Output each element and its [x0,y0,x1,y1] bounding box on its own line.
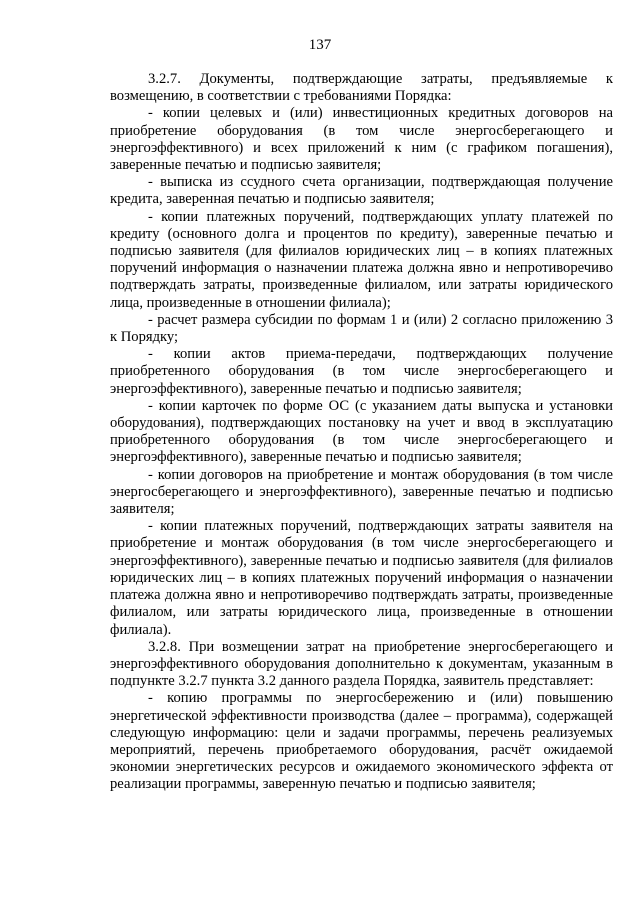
list-item: - копии платежных поручений, подтверждающих уплату платежей по кредиту (основного долга и процентов по кредиту), заверенные печатью и подписью заявителя (для филиалов юридических лиц – в копиях платежных поручений информация о назначении платежа должна явно и непротиворечиво подтверждать затраты, произведенные филиалом, или затраты юридического лица, произведенные в отношении филиала); [110,208,613,311]
list-item: - копии договоров на приобретение и монтаж оборудования (в том числе энергосберегающего и энергоэффективного), заверенные печатью и подписью заявителя; [110,466,613,518]
paragraph-3-2-8: 3.2.8. При возмещении затрат на приобретение энергосберегающего и энергоэффективного оборудования дополнительно к документам, указанным в подпункте 3.2.7 пункта 3.2 данного раздела Порядка, заявитель представляет: [110,638,613,690]
list-item: - копии платежных поручений, подтверждающих затраты заявителя на приобретение и монтаж оборудования (в том числе энергосберегающего и энергоэффективного), заверенные печатью и подписью заявителя (для филиалов юридических лиц – в копиях платежных поручений информация о назначении платежа должна явно и непротиворечиво подтверждать затраты, произведенные филиалом, или затраты юридического лица, произведенные в отношении филиала). [110,518,613,638]
list-item: - выписка из ссудного счета организации, подтверждающая получение кредита, заверенная печатью и подписью заявителя; [110,174,613,208]
list-item: - расчет размера субсидии по формам 1 и (или) 2 согласно приложению 3 к Порядку; [110,311,613,346]
list-item: - копии актов приема-передачи, подтверждающих получение приобретенного оборудования (в том числе энергосберегающего и энергоэффективного), заверенные печатью и подписью заявителя; [110,346,613,397]
list-item: - копии целевых и (или) инвестиционных кредитных договоров на приобретение оборудования (в том числе энергосберегающего и энергоэффективного) и всех приложений к ним (с графиком погашения), заверенные печатью и подписью заявителя; [110,105,613,174]
list-item: - копии карточек по форме ОС (с указанием даты выпуска и установки оборудования), подтверждающих постановку на учет и ввод в эксплуатацию приобретенного оборудования (в том числе энергосберегающего и энергоэффективного), заверенные печатью и подписью заявителя; [110,397,613,466]
document-body [110,71,613,794]
paragraph-3-2-7: 3.2.7. Документы, подтверждающие затраты, предъявляемые к возмещению, в соответствии с требованиями Порядка: [110,71,613,105]
list-item: - копию программы по энергосбережению и (или) повышению энергетической эффективности производства (далее – программа), содержащей следующую информацию: цели и задачи программы, перечень реализуемых мероприятий, перечень приобретаемого оборудования, расчёт ожидаемой экономии энергетических ресурсов и ожидаемого экономического эффекта от реализации программы, заверенную печатью и подписью заявителя; [110,690,613,793]
page-number: 137 [308,37,332,53]
